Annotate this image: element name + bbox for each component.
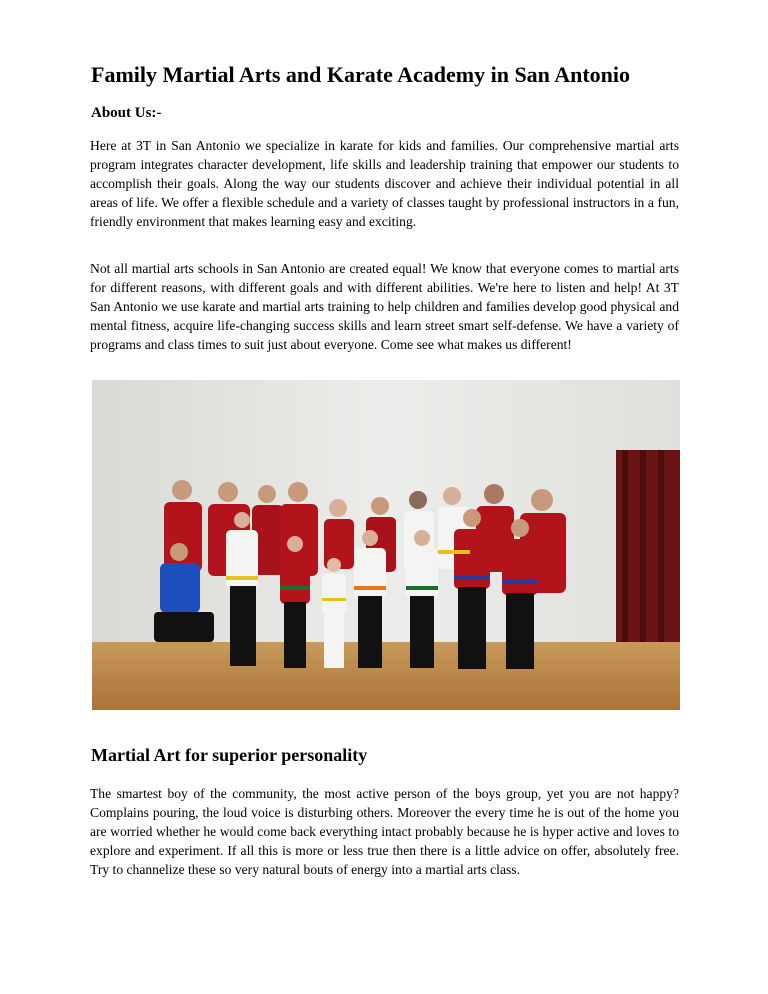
group-photo <box>92 380 680 710</box>
section-heading-personality: Martial Art for superior personality <box>91 745 368 765</box>
paragraph-intro: Here at 3T in San Antonio we specialize in karate for kids and families. Our comprehensive martial arts program integrates character development, life skills and leadership training that empower our students to accomplish their goals. Along the way our students discover and achieve their individual potential in all areas of life. We offer a flexible schedule and a variety of classes taught by professional instructors in a fun, friendly environment that makes learning easy and exciting. <box>90 138 679 229</box>
paragraph-personality: The smartest boy of the community, the most active person of the boys group, yet you are not happy? Complains pouring, the loud voice is disturbing others. Moreover the every time he is out of the home you are worried whether he would come back everything intact probably because he is hyper active and loves to explore and experiment. If all this is more or less true then there is a little advice on offer, absolutely free. Try to channelize these so very natural bouts of energy into a martial arts class. <box>90 786 679 877</box>
about-heading: About Us:- <box>91 105 162 121</box>
paragraph-difference: Not all martial arts schools in San Antonio are created equal! We know that everyone comes to martial arts for different reasons, with different goals and with different abilities. We're here to listen and help! At 3T San Antonio we use karate and martial arts training to help children and families develop good physical and mental fitness, acquire life-changing success skills and learn street smart self-defense. We have a variety of programs and class times to suit just about everyone. Come see what makes us different! <box>90 261 679 352</box>
wood-floor <box>92 642 680 710</box>
page-title: Family Martial Arts and Karate Academy in San Antonio <box>91 62 630 87</box>
